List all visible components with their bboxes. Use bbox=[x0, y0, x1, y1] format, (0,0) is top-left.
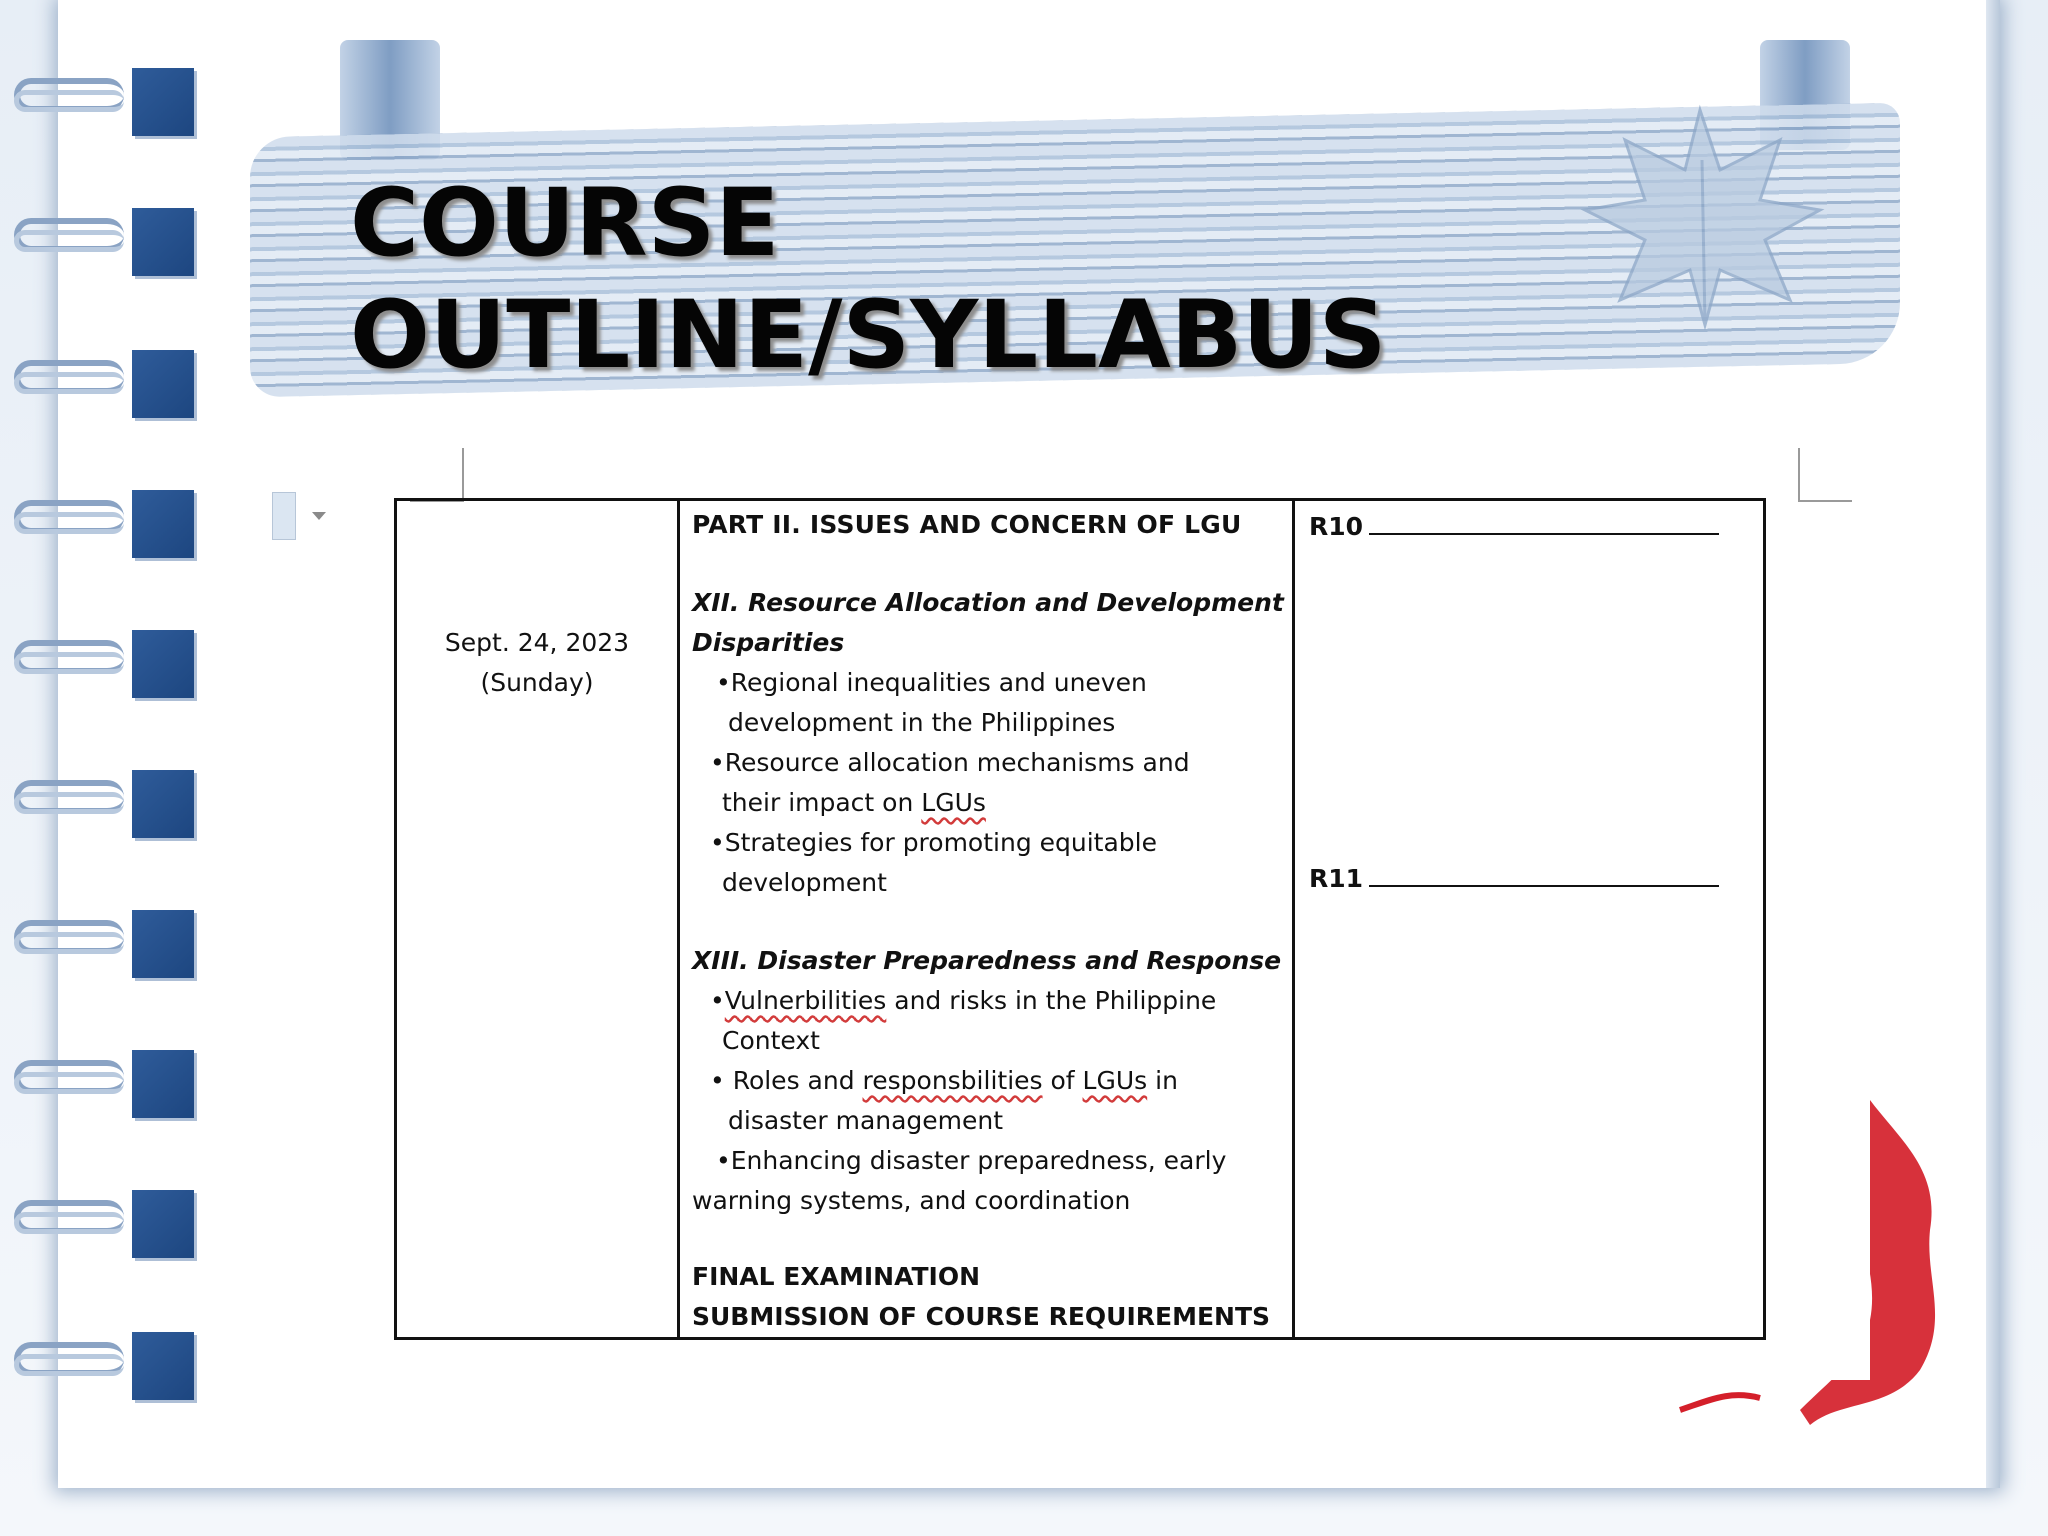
title-line-2: OUTLINE/SYLLABUS bbox=[350, 281, 1387, 390]
list-item: •Vulnerbilities and risks in the Philippine Context bbox=[710, 986, 1217, 1055]
slide-title bbox=[350, 168, 1386, 392]
list-item: •Resource allocation mechanisms and their impact on LGUs bbox=[710, 748, 1190, 817]
spiral-binding bbox=[0, 0, 200, 1536]
date-cell bbox=[396, 500, 679, 1339]
blank-line bbox=[1369, 505, 1719, 535]
spiral-ring bbox=[14, 344, 164, 414]
spiral-ring bbox=[14, 764, 164, 834]
requirements-cell bbox=[1294, 500, 1765, 1339]
session-day: (Sunday) bbox=[480, 668, 594, 697]
requirement-r10: R10 bbox=[1309, 505, 1763, 547]
requirement-r11: R11 bbox=[1309, 857, 1719, 899]
list-item: •Enhancing disaster preparedness, early warning systems, and coordination bbox=[692, 1146, 1227, 1215]
spiral-ring bbox=[14, 1184, 164, 1254]
blank-line bbox=[1369, 857, 1719, 887]
section-xiii-title: XIII. Disaster Preparedness and Response bbox=[692, 946, 1282, 975]
spiral-ring bbox=[14, 1326, 164, 1396]
schedule-table bbox=[394, 498, 1766, 1340]
page-edge bbox=[1986, 0, 2000, 1488]
part-title: PART II. ISSUES AND CONCERN OF LGU bbox=[692, 510, 1242, 539]
paste-options-icon bbox=[272, 492, 296, 540]
spiral-ring bbox=[14, 904, 164, 974]
chevron-down-icon bbox=[312, 512, 326, 520]
table-row bbox=[396, 500, 1765, 1339]
title-line-1: COURSE bbox=[350, 169, 780, 278]
crop-mark bbox=[1798, 448, 1852, 502]
crop-mark bbox=[410, 448, 464, 502]
list-item: • Roles and responsbilities of LGUs in disaster management bbox=[710, 1066, 1178, 1135]
submission-requirements: SUBMISSION OF COURSE REQUIREMENTS bbox=[692, 1302, 1271, 1331]
list-item: •Strategies for promoting equitable development bbox=[710, 828, 1157, 897]
list-item: •Regional inequalities and uneven development in the Philippines bbox=[716, 668, 1147, 737]
spiral-ring bbox=[14, 624, 164, 694]
spiral-ring bbox=[14, 1044, 164, 1114]
final-examination: FINAL EXAMINATION bbox=[692, 1262, 981, 1291]
spiral-ring bbox=[14, 62, 164, 132]
session-date: Sept. 24, 2023 bbox=[444, 628, 630, 657]
maple-leaf-icon bbox=[1570, 100, 1830, 330]
spiral-ring bbox=[14, 484, 164, 554]
spiral-ring bbox=[14, 202, 164, 272]
section-xii-title: XII. Resource Allocation and Development Disparities bbox=[692, 588, 1284, 657]
topics-cell bbox=[679, 500, 1294, 1339]
